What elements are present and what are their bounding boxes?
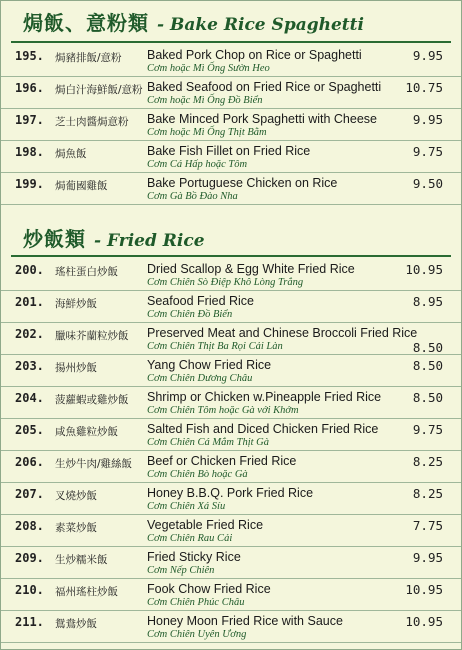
item-number: 201.: [15, 295, 44, 309]
menu-item: [1, 515, 461, 547]
menu-item: [1, 579, 461, 611]
item-number: 211.: [15, 615, 44, 629]
item-name-chinese: 臘味芥蘭粒炒飯: [55, 330, 129, 342]
item-number: 199.: [15, 177, 44, 191]
section-title-en: - Bake Rice Spaghetti: [157, 15, 364, 35]
item-name-english: Shrimp or Chicken w.Pineapple Fried Rice: [147, 390, 382, 404]
item-price: 7.75: [412, 518, 443, 533]
item-price: 9.95: [412, 550, 443, 565]
item-name-chinese: 焗葡國雞飯: [55, 180, 108, 192]
item-number: 202.: [15, 327, 44, 341]
item-name-chinese: 海鮮炒飯: [55, 298, 97, 310]
item-name-english: Dried Scallop & Egg White Fried Rice: [147, 262, 355, 276]
item-price: 8.95: [412, 294, 443, 309]
item-name-english: Bake Portuguese Chicken on Rice: [147, 176, 338, 190]
item-name-vietnamese: Cơm Chiên Rau Cải: [147, 533, 233, 544]
section-title-en: - Fried Rice: [94, 231, 205, 251]
item-name-vietnamese: Cơm Chiên Thịt Ba Rọi Cải Làn: [147, 341, 283, 352]
item-name-english: Baked Seafood on Fried Rice or Spaghetti: [147, 80, 382, 94]
menu-item: [1, 291, 461, 323]
item-price: 10.95: [405, 262, 443, 277]
menu-item: [1, 355, 461, 387]
menu-item: [1, 547, 461, 579]
fried-rice-items-list: [1, 259, 461, 643]
item-price: 10.95: [405, 614, 443, 629]
item-name-english: Honey Moon Fried Rice with Sauce: [147, 614, 343, 628]
item-number: 209.: [15, 551, 44, 565]
item-name-vietnamese: Cơm Chiên Đồ Biển: [147, 309, 233, 320]
item-name-chinese: 焗豬排飯/意粉: [55, 52, 122, 64]
menu-item: [1, 611, 461, 643]
item-name-vietnamese: Cơm hoặc Mì Ống Sườn Heo: [147, 63, 270, 74]
section-divider: [11, 255, 451, 257]
item-name-chinese: 生炒牛肉/雞絲飯: [55, 458, 133, 470]
item-name-vietnamese: Cơm Gà Bồ Đào Nha: [147, 191, 238, 202]
item-price: 9.50: [412, 176, 443, 191]
menu-item: [1, 141, 461, 173]
item-name-vietnamese: Cơm Nếp Chiên: [147, 565, 215, 576]
item-name-vietnamese: Cơm Chiên Uyên Ương: [147, 629, 247, 640]
item-number: 200.: [15, 263, 44, 277]
item-number: 204.: [15, 391, 44, 405]
section-title-cn: 炒飯類: [23, 227, 86, 251]
item-name-english: Fook Chow Fried Rice: [147, 582, 271, 596]
section-title-bake: [23, 7, 364, 39]
item-price: 9.95: [412, 112, 443, 127]
item-name-english: Beef or Chicken Fried Rice: [147, 454, 297, 468]
menu-item: [1, 387, 461, 419]
item-price: 8.50: [412, 390, 443, 405]
menu-item: [1, 45, 461, 77]
item-name-english: Bake Minced Pork Spaghetti with Cheese: [147, 112, 377, 126]
menu-item: [1, 451, 461, 483]
bake-items-list: [1, 45, 461, 205]
item-name-chinese: 菠蘿蝦或雞炒飯: [55, 394, 129, 406]
item-name-english: Honey B.B.Q. Pork Fried Rice: [147, 486, 314, 500]
item-name-english: Salted Fish and Diced Chicken Fried Rice: [147, 422, 379, 436]
item-name-chinese: 咸魚雞粒炒飯: [55, 426, 118, 438]
item-name-vietnamese: Cơm Chiên Tôm hoặc Gà với Khớm: [147, 405, 299, 416]
item-price: 9.75: [412, 422, 443, 437]
item-number: 196.: [15, 81, 44, 95]
item-number: 198.: [15, 145, 44, 159]
item-name-english: Vegetable Fried Rice: [147, 518, 264, 532]
item-price: 9.75: [412, 144, 443, 159]
item-name-vietnamese: Cơm Chiên Phúc Châu: [147, 597, 245, 608]
item-name-vietnamese: Cơm Chiên Xá Síu: [147, 501, 226, 512]
item-name-english: Baked Pork Chop on Rice or Spaghetti: [147, 48, 362, 62]
menu-item: [1, 419, 461, 451]
item-name-vietnamese: Cơm hoặc Mì Ống Thịt Bằm: [147, 127, 267, 138]
item-name-chinese: 瑤柱蛋白炒飯: [55, 266, 118, 278]
menu-page: [1, 1, 461, 649]
item-name-chinese: 鴛鴦炒飯: [55, 618, 97, 630]
item-name-vietnamese: Cơm Chiên Sò Điệp Khô Lòng Trắng: [147, 277, 304, 288]
item-number: 197.: [15, 113, 44, 127]
item-name-chinese: 芝士肉醬焗意粉: [55, 116, 129, 128]
item-price: 8.50: [412, 358, 443, 373]
item-name-vietnamese: Cơm hoặc Mì Ống Đồ Biển: [147, 95, 263, 106]
item-price: 8.50: [412, 340, 443, 355]
section-divider: [11, 41, 451, 43]
item-number: 210.: [15, 583, 44, 597]
section-title-cn: 焗飯、意粉類: [23, 11, 149, 35]
item-number: 205.: [15, 423, 44, 437]
menu-item: [1, 259, 461, 291]
item-number: 203.: [15, 359, 44, 373]
item-name-chinese: 焗魚飯: [55, 148, 87, 160]
item-name-chinese: 素菜炒飯: [55, 522, 97, 534]
menu-item: [1, 483, 461, 515]
menu-item: [1, 173, 461, 205]
item-price: 8.25: [412, 454, 443, 469]
item-name-vietnamese: Cơm Chiên Bò hoặc Gà: [147, 469, 248, 480]
item-name-chinese: 揚州炒飯: [55, 362, 97, 374]
menu-item: [1, 77, 461, 109]
section-title-fried-rice: [23, 223, 205, 255]
item-name-english: Fried Sticky Rice: [147, 550, 241, 564]
item-name-chinese: 焗白汁海鮮飯/意粉: [55, 84, 143, 96]
item-number: 208.: [15, 519, 44, 533]
item-price: 9.95: [412, 48, 443, 63]
item-name-vietnamese: Cơm Chiên Cá Mắm Thịt Gà: [147, 437, 269, 448]
item-number: 207.: [15, 487, 44, 501]
item-name-chinese: 叉燒炒飯: [55, 490, 97, 502]
item-name-vietnamese: Cơm Chiên Dương Châu: [147, 373, 253, 384]
item-name-english: Bake Fish Fillet on Fried Rice: [147, 144, 311, 158]
menu-item: [1, 323, 461, 355]
item-name-chinese: 生炒糯米飯: [55, 554, 108, 566]
item-name-english: Preserved Meat and Chinese Broccoli Fried Rice: [147, 326, 418, 340]
item-name-english: Seafood Fried Rice: [147, 294, 255, 308]
item-number: 206.: [15, 455, 44, 469]
menu-item: [1, 109, 461, 141]
item-price: 10.75: [405, 80, 443, 95]
item-name-english: Yang Chow Fried Rice: [147, 358, 272, 372]
item-name-chinese: 福州瑤柱炒飯: [55, 586, 118, 598]
item-price: 10.95: [405, 582, 443, 597]
item-number: 195.: [15, 49, 44, 63]
item-price: 8.25: [412, 486, 443, 501]
item-name-vietnamese: Cơm Cá Hấp hoặc Tôm: [147, 159, 248, 170]
